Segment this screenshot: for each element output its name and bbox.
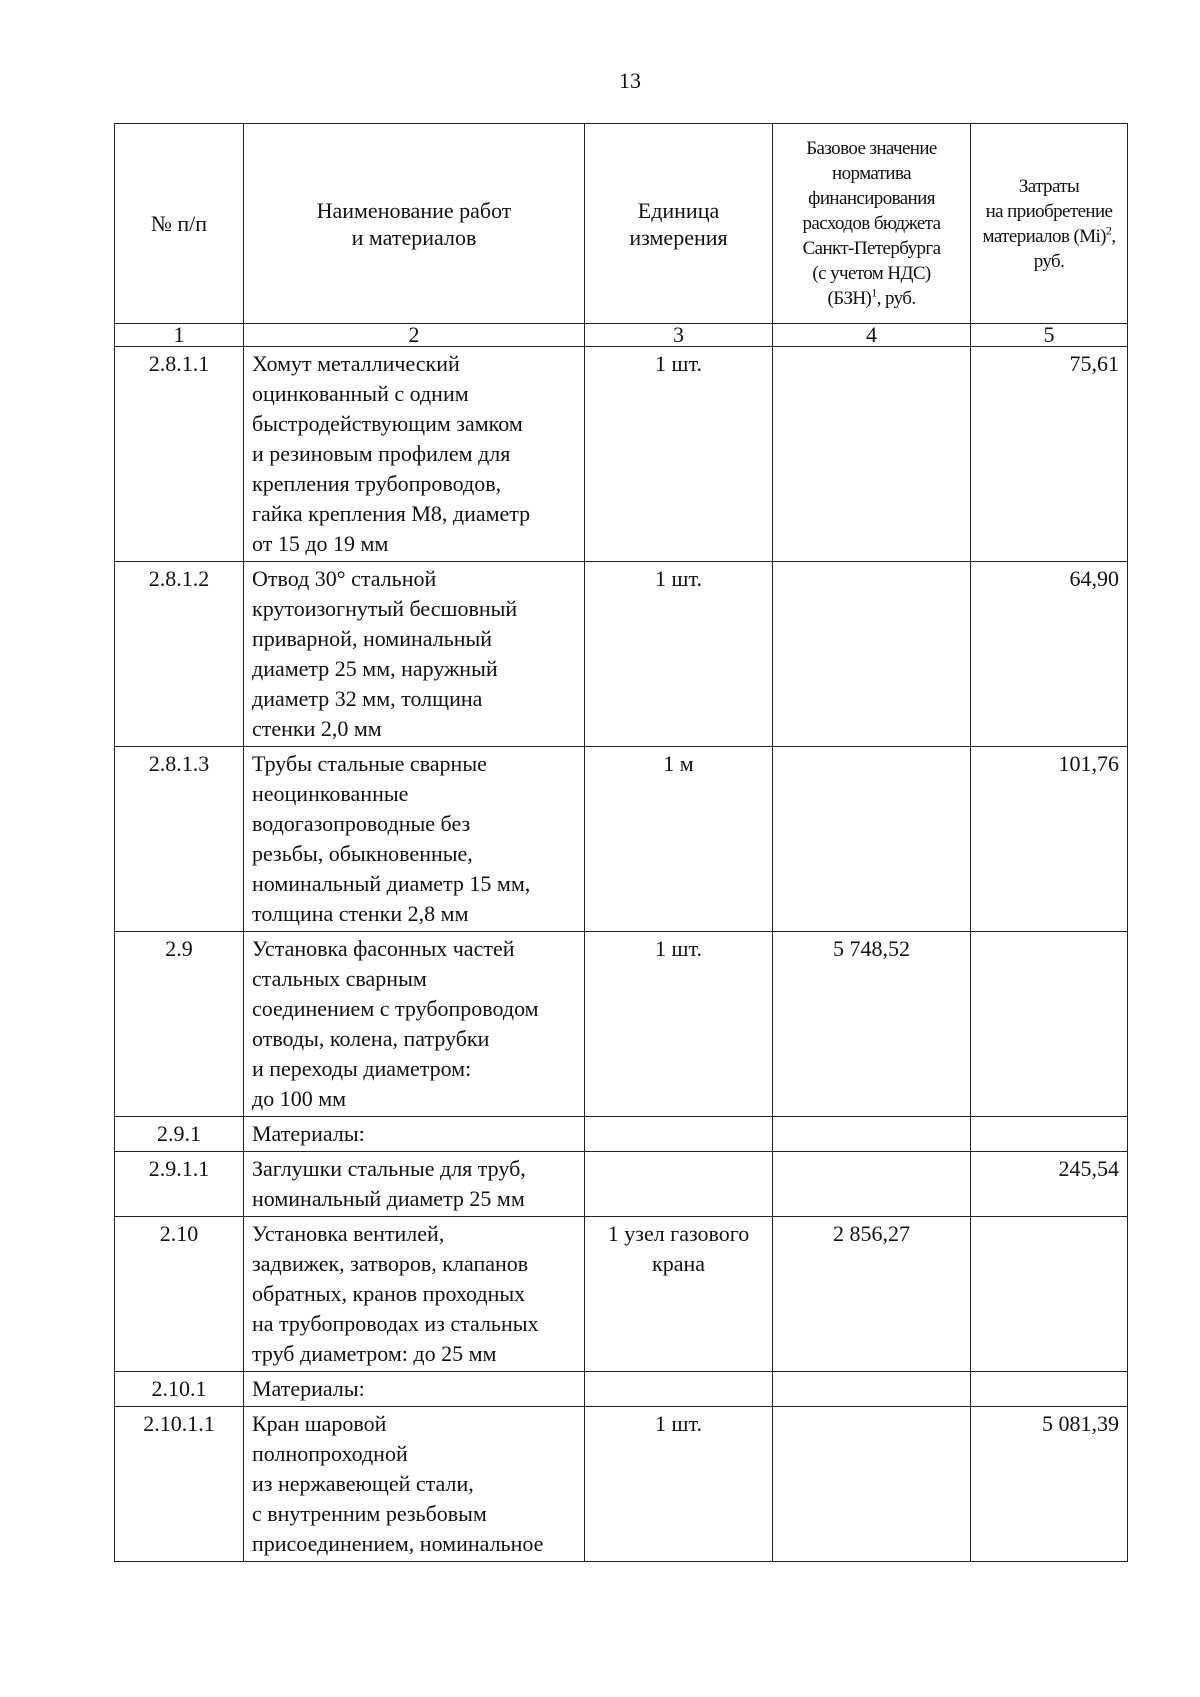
row-num: 2.9.1.1	[115, 1152, 244, 1217]
norms-table	[114, 123, 1128, 1562]
row-name-line: толщина стенки 2,8 мм	[252, 901, 469, 926]
row-cost: 245,54	[971, 1152, 1128, 1217]
row-name	[244, 1152, 585, 1217]
table-row	[115, 932, 1128, 1117]
row-name-line: приварной, номинальный	[252, 626, 493, 651]
row-bzn	[773, 1152, 971, 1217]
row-name-line: на трубопроводах из стальных	[252, 1311, 539, 1336]
header-cost	[971, 124, 1128, 324]
row-name-line: крутоизогнутый бесшовный	[252, 596, 518, 621]
row-bzn	[773, 1117, 971, 1152]
header-cost-line: Затраты	[1018, 175, 1080, 197]
header-unit	[585, 124, 773, 324]
row-bzn	[773, 747, 971, 932]
header-bzn-line: норматива	[832, 163, 911, 184]
row-name-line: задвижек, затворов, клапанов	[252, 1251, 529, 1276]
row-unit-line: 1 узел газового	[607, 1221, 750, 1246]
row-num: 2.8.1.3	[115, 747, 244, 932]
header-cost-line: руб.	[1033, 250, 1065, 272]
header-unit-line: Единица	[637, 197, 720, 223]
row-bzn: 2 856,27	[773, 1217, 971, 1372]
header-num-label: № п/п	[150, 211, 208, 236]
row-name-line: Хомут металлический	[252, 351, 460, 376]
row-name	[244, 347, 585, 562]
table-row	[115, 747, 1128, 932]
row-name	[244, 1372, 585, 1407]
row-name-line: стенки 2,0 мм	[252, 716, 382, 741]
row-cost	[971, 932, 1128, 1117]
row-name-line: водогазопроводные без	[252, 811, 471, 836]
row-unit: 1 шт.	[585, 562, 773, 747]
row-cost: 5 081,39	[971, 1407, 1128, 1562]
row-name-line: быстродействующим замком	[252, 411, 523, 436]
header-bzn-line: расходов бюджета	[802, 213, 941, 234]
row-name	[244, 747, 585, 932]
header-bzn-line	[775, 286, 968, 311]
header-name-line: Наименование работ	[316, 197, 512, 223]
row-cost	[971, 1217, 1128, 1372]
row-name-line: Заглушки стальные для труб,	[252, 1156, 526, 1181]
row-num: 2.9.1	[115, 1117, 244, 1152]
row-name-line: оцинкованный с одним	[252, 381, 469, 406]
row-unit-line: крана	[652, 1251, 705, 1276]
row-name-line: крепления трубопроводов,	[252, 471, 502, 496]
row-num: 2.10.1.1	[115, 1407, 244, 1562]
header-bzn-line: (с учетом НДС)	[812, 263, 931, 284]
row-name-line: диаметр 25 мм, наружный	[252, 656, 498, 681]
row-cost	[971, 1372, 1128, 1407]
header-bzn-abbr: (БЗН)	[827, 288, 872, 309]
row-name-line: соединением с трубопроводом	[252, 996, 539, 1021]
row-num: 2.8.1.1	[115, 347, 244, 562]
footnote-mark: 2	[1105, 223, 1112, 238]
row-bzn	[773, 562, 971, 747]
row-name	[244, 1407, 585, 1562]
row-name-line: номинальный диаметр 25 мм	[252, 1186, 525, 1211]
header-cost-line: на приобретение	[985, 200, 1113, 222]
row-name-line: полнопроходной	[252, 1441, 408, 1466]
row-unit: 1 шт.	[585, 347, 773, 562]
table-row	[115, 1152, 1128, 1217]
table-row	[115, 1117, 1128, 1152]
table-row	[115, 1217, 1128, 1372]
row-name-line: гайка крепления М8, диаметр	[252, 501, 531, 526]
row-unit: 1 м	[585, 747, 773, 932]
row-cost: 101,76	[971, 747, 1128, 932]
row-cost: 64,90	[971, 562, 1128, 747]
footnote-mark: 1	[871, 285, 877, 300]
row-name-line: номинальный диаметр 15 мм,	[252, 871, 531, 896]
row-unit: 1 шт.	[585, 1407, 773, 1562]
row-name-line: из нержавеющей стали,	[252, 1471, 474, 1496]
header-row	[115, 124, 1128, 324]
row-name-line: и резиновым профилем для	[252, 441, 511, 466]
row-name-line: Кран шаровой	[252, 1411, 387, 1436]
row-name-line: до 100 мм	[252, 1086, 347, 1111]
row-num: 2.8.1.2	[115, 562, 244, 747]
row-name-line: отводы, колена, патрубки	[252, 1026, 490, 1051]
table-row	[115, 562, 1128, 747]
header-bzn-line: Санкт-Петербурга	[802, 238, 941, 259]
row-cost: 75,61	[971, 347, 1128, 562]
row-unit	[585, 1372, 773, 1407]
column-number: 5	[971, 324, 1128, 347]
row-name-line: неоцинкованные	[252, 781, 409, 806]
header-bzn-tail: , руб.	[876, 288, 916, 309]
row-name	[244, 1117, 585, 1152]
row-name-line: резьбы, обыкновенные,	[252, 841, 473, 866]
row-name-line: Установка вентилей,	[252, 1221, 445, 1246]
row-cost	[971, 1117, 1128, 1152]
table-row	[115, 1407, 1128, 1562]
row-name-line: и переходы диаметром:	[252, 1056, 472, 1081]
row-bzn: 5 748,52	[773, 932, 971, 1117]
header-cost-line	[973, 224, 1125, 249]
row-unit: 1 шт.	[585, 932, 773, 1117]
row-name-line: Материалы:	[252, 1376, 365, 1401]
row-name-line: Материалы:	[252, 1121, 365, 1146]
column-number: 2	[244, 324, 585, 347]
header-cost-comma: ,	[1111, 225, 1116, 247]
header-unit-line: измерения	[629, 224, 728, 250]
table-row	[115, 1372, 1128, 1407]
column-number: 3	[585, 324, 773, 347]
row-name-line: обратных, кранов проходных	[252, 1281, 526, 1306]
column-numbers-row	[115, 324, 1128, 347]
row-unit	[585, 1152, 773, 1217]
row-num: 2.9	[115, 932, 244, 1117]
column-number: 1	[115, 324, 244, 347]
row-name-line: диаметр 32 мм, толщина	[252, 686, 483, 711]
row-name-line: Отвод 30° стальной	[252, 566, 437, 591]
row-num: 2.10.1	[115, 1372, 244, 1407]
page-number: 13	[619, 68, 641, 93]
row-name-line: труб диаметром: до 25 мм	[252, 1341, 497, 1366]
column-number: 4	[773, 324, 971, 347]
row-name	[244, 932, 585, 1117]
row-name	[244, 1217, 585, 1372]
header-bzn	[773, 124, 971, 324]
row-unit	[585, 1117, 773, 1152]
header-name-line: и материалов	[351, 224, 477, 250]
row-name-line: присоединением, номинальное	[252, 1531, 544, 1556]
row-bzn	[773, 1372, 971, 1407]
row-name-line: Трубы стальные сварные	[252, 751, 487, 776]
header-name	[244, 124, 585, 324]
row-unit	[585, 1217, 773, 1372]
table-row	[115, 347, 1128, 562]
header-cost-text: материалов (Mi)	[982, 225, 1106, 247]
header-bzn-line: финансирования	[808, 188, 935, 209]
row-bzn	[773, 1407, 971, 1562]
row-bzn	[773, 347, 971, 562]
row-name	[244, 562, 585, 747]
header-num	[115, 124, 244, 324]
header-bzn-line: Базовое значение	[806, 138, 937, 159]
row-name-line: стальных сварным	[252, 966, 427, 991]
row-name-line: Установка фасонных частей	[252, 936, 515, 961]
row-name-line: с внутренним резьбовым	[252, 1501, 487, 1526]
row-num: 2.10	[115, 1217, 244, 1372]
row-name-line: от 15 до 19 мм	[252, 531, 389, 556]
